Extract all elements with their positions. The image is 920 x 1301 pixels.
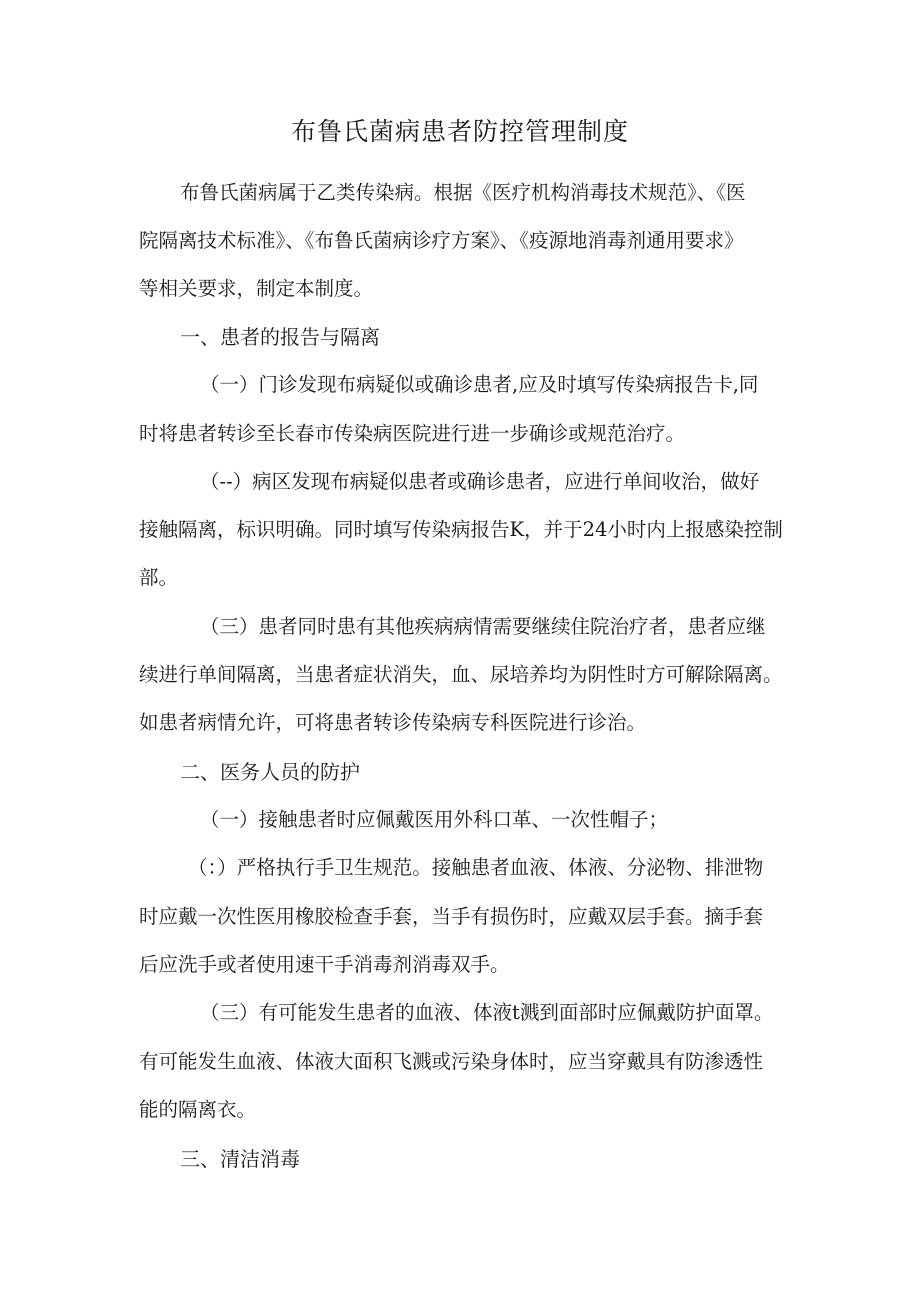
intro-line: 等相关要求，制定本制度。	[139, 277, 374, 300]
section-heading: 二、医务人员的防护	[180, 760, 360, 784]
paragraph-line: （：）严格执行手卫生规范。接触患者血液、体液、分泌物、排泄物	[188, 856, 764, 879]
paragraph-line: （一）门诊发现布病疑似或确诊患者,应及时填写传染病报告卡,同	[200, 373, 759, 396]
paragraph-line: 时将患者转诊至长春市传染病医院进行进一步确诊或规范治疗。	[139, 422, 686, 445]
paragraph-line: 有可能发生血液、体液大面积飞溅或污染身体时，应当穿戴具有防渗透性	[139, 1050, 764, 1073]
paragraph-line: （三）有可能发生患者的血液、体液t溅到面部时应佩戴防护面罩。	[200, 1001, 774, 1024]
intro-line: 布鲁氏菌病属于乙类传染病。根据《医疗机构消毒技术规范》、《医	[180, 181, 746, 204]
paragraph-line: 后应洗手或者使用速干手消毒剂消毒双手。	[139, 953, 510, 976]
paragraph-line: 接触隔离，标识明确。同时填写传染病报告K，并于24小时内上报感染控制	[139, 518, 783, 541]
paragraph-line: 续进行单间隔离，当患者症状消失，血、尿培养均为阴性时方可解除隔离。	[139, 663, 783, 686]
paragraph-line: 时应戴一次性医用橡胶检查手套，当手有损伤时，应戴双层手套。摘手套	[139, 905, 764, 928]
paragraph-line: 能的隔离衣。	[139, 1098, 257, 1121]
section-heading: 三、清洁消毒	[180, 1147, 300, 1171]
paragraph-line: （三）患者同时患有其他疾病病情需要继续住院治疗者，患者应继	[200, 615, 766, 638]
paragraph-line: 如患者病情允许，可将患者转诊传染病专科医院进行诊治。	[139, 711, 647, 734]
paragraph-line: 部。	[139, 566, 179, 589]
intro-line: 院隔离技术标准》、《布鲁氏菌病诊疗方案》、《疫源地消毒剂通用要求》	[139, 229, 744, 252]
document-title: 布鲁氏菌病患者防控管理制度	[290, 117, 629, 146]
paragraph-line: （--）病区发现布病疑似患者或确诊患者，应进行单间收治，做好	[200, 470, 760, 493]
paragraph-line: （一）接触患者时应佩戴医用外科口革、一次性帽子；	[200, 808, 669, 831]
section-heading: 一、患者的报告与隔离	[180, 325, 380, 349]
